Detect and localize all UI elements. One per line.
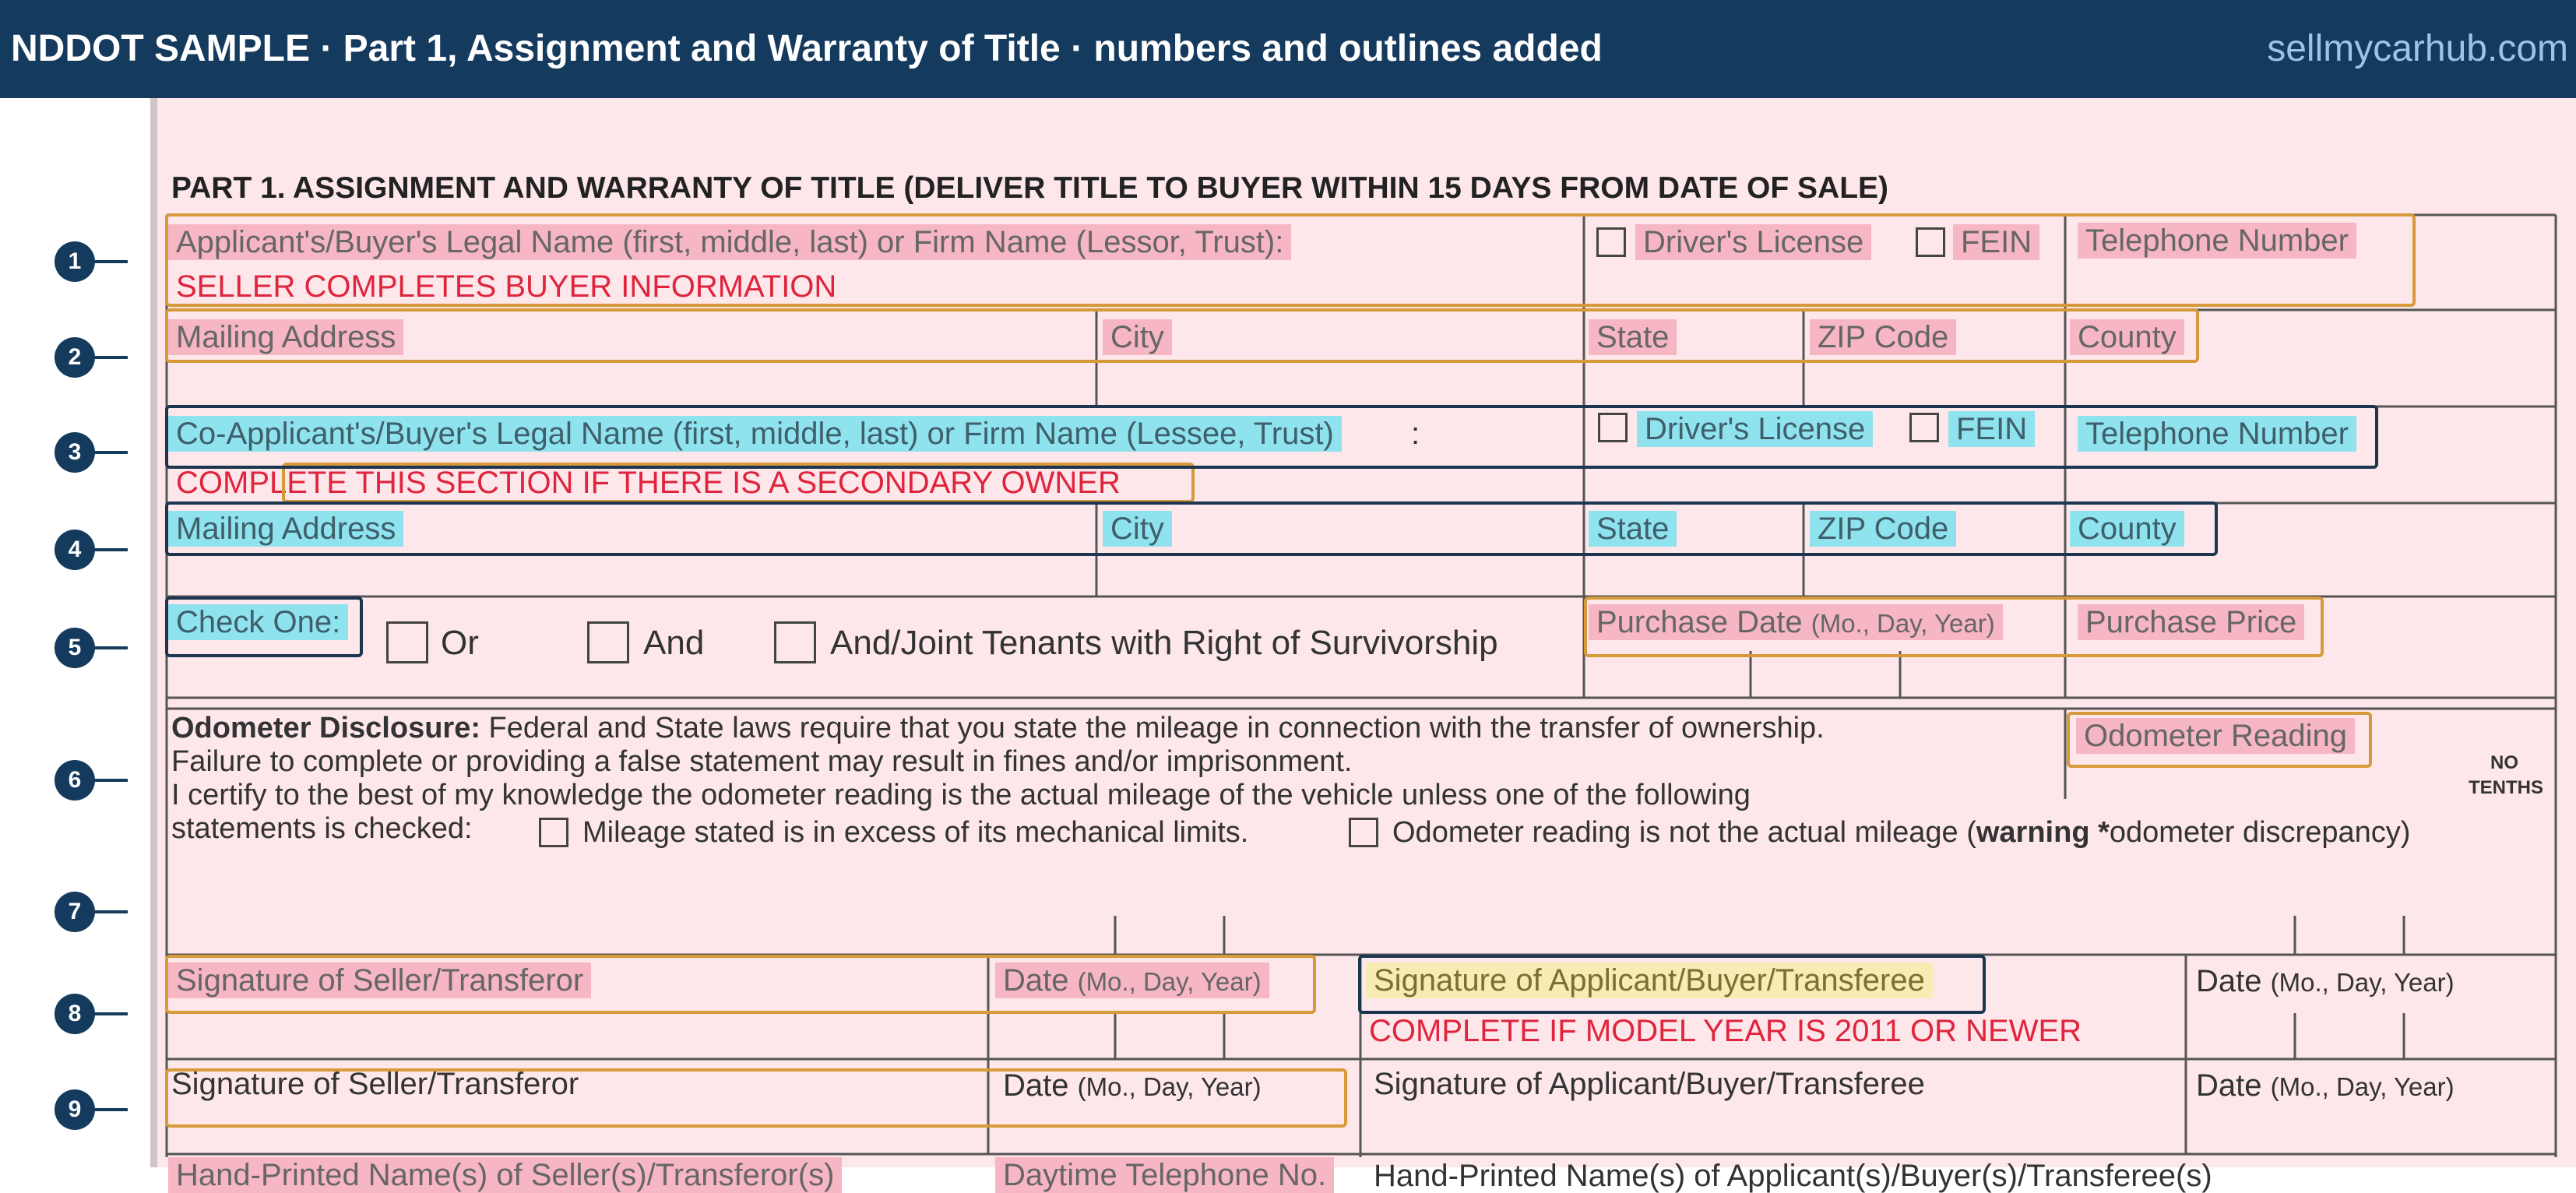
- coapplicant-name-label: Co-Applicant's/Buyer's Legal Name (first, middle, last) or Firm Name (Lessee, Trust): [168, 416, 1342, 452]
- check-one-outline: [165, 596, 363, 657]
- second-seller-date-text: Date: [1003, 1068, 1069, 1103]
- odometer-line-1-text: Federal and State laws require that you state the mileage in connection with the transfer of ownership.: [480, 712, 1825, 744]
- coapplicant-outline: [165, 405, 2378, 469]
- buyer-fein-label: FEIN: [1953, 224, 2039, 260]
- purchase-price-label: Purchase Price: [2078, 604, 2304, 640]
- buyer-signature-label: Signature of Applicant/Buyer/Transferee: [1366, 962, 1933, 998]
- marker-2: 2: [55, 337, 95, 378]
- model-year-note: COMPLETE IF MODEL YEAR IS 2011 OR NEWER: [1369, 1014, 2082, 1048]
- joint-tenants-label: And/Joint Tenants with Right of Survivorship: [830, 624, 1498, 662]
- coapplicant-city-label: City: [1103, 511, 1172, 547]
- banner-title: NDDOT SAMPLE · Part 1, Assignment and Warranty of Title · numbers and outlines added: [11, 28, 1603, 69]
- seller-date-format: (Mo., Day, Year): [1077, 967, 1262, 996]
- printed-seller-name-label: Hand-Printed Name(s) of Seller(s)/Transferor(s): [168, 1157, 842, 1193]
- no-tenths-line-2: TENTHS: [2469, 777, 2543, 798]
- marker-3: 3: [55, 432, 95, 473]
- odometer-line-2: Failure to complete or providing a false statement may result in fines and/or imprisonment.: [171, 745, 1353, 778]
- not-actual-mileage-label: [1392, 818, 2410, 847]
- coapplicant-county-label: County: [2070, 511, 2184, 547]
- warning-text: warning *: [1976, 816, 2110, 849]
- daytime-phone-label: Daytime Telephone No.: [995, 1157, 1334, 1193]
- second-buyer-signature-label: Signature of Applicant/Buyer/Transferee: [1374, 1067, 1925, 1101]
- buyer-address-outline: [165, 308, 2199, 363]
- coapplicant-name-colon: :: [1411, 417, 1420, 451]
- buyer-zip-label: ZIP Code: [1810, 319, 1956, 355]
- seller-completes-note: SELLER COMPLETES BUYER INFORMATION: [176, 269, 837, 304]
- marker-6: 6: [55, 760, 95, 801]
- second-seller-date-format: (Mo., Day, Year): [1077, 1072, 1262, 1101]
- top-banner: [0, 0, 2576, 98]
- coapplicant-dl-label: Driver's License: [1637, 411, 1873, 447]
- not-actual-mileage-checkbox[interactable]: [1349, 818, 1378, 847]
- buyer-dl-label: Driver's License: [1635, 224, 1871, 260]
- marker-8: 8: [55, 994, 95, 1034]
- purchase-date-format: (Mo., Day, Year): [1811, 609, 1995, 638]
- marker-7: 7: [55, 892, 95, 932]
- marker-4: 4: [55, 530, 95, 570]
- secondary-owner-note: COMPLETE THIS SECTION IF THERE IS A SECONDARY OWNER: [176, 466, 1121, 500]
- seller-signature-label: Signature of Seller/Transferor: [168, 962, 591, 998]
- buyer-phone-label: Telephone Number: [2078, 223, 2356, 259]
- odometer-reading-label: Odometer Reading: [2076, 718, 2355, 754]
- second-seller-signature-label: Signature of Seller/Transferor: [171, 1067, 579, 1101]
- discrepancy-text: odometer discrepancy): [2109, 816, 2411, 849]
- coapplicant-address-outline: [165, 501, 2218, 556]
- and-label: And: [643, 624, 705, 662]
- second-buyer-date-text: Date: [2196, 1068, 2262, 1103]
- coapplicant-phone-label: Telephone Number: [2078, 416, 2356, 452]
- buyer-city-label: City: [1103, 319, 1172, 355]
- buyer-name-label: Applicant's/Buyer's Legal Name (first, middle, last) or Firm Name (Lessor, Trust):: [168, 224, 1291, 260]
- seller-date-text: Date: [1003, 963, 1069, 998]
- title-form-sheet: [150, 98, 2576, 1193]
- mileage-excess-label: Mileage stated is in excess of its mechanical limits.: [582, 816, 1249, 849]
- buyer-signature-outline: [1358, 955, 1986, 1014]
- marker-5: 5: [55, 628, 95, 668]
- buyer-mailing-label: Mailing Address: [168, 319, 403, 355]
- coapplicant-mailing-label: Mailing Address: [168, 511, 403, 547]
- odometer-disclosure-lead: Odometer Disclosure:: [171, 712, 480, 744]
- coapplicant-zip-label: ZIP Code: [1810, 511, 1956, 547]
- seller-signature-outline: [165, 955, 1316, 1014]
- printed-name-outline: [165, 1068, 1347, 1128]
- odometer-line-3: I certify to the best of my knowledge the odometer reading is the actual mileage of the vehicle unless one of the following: [171, 779, 1751, 811]
- not-actual-text: Odometer reading is not the actual mileage (: [1392, 816, 1976, 849]
- check-one-label: Check One:: [168, 604, 348, 640]
- or-checkbox[interactable]: [386, 621, 428, 663]
- coapplicant-state-label: State: [1589, 511, 1677, 547]
- buyer-date-text: Date: [2196, 964, 2262, 998]
- buyer-name-outline: [165, 213, 2416, 307]
- no-tenths-line-1: NO: [2490, 752, 2518, 773]
- purchase-date-text: Purchase Date: [1596, 605, 1803, 639]
- mileage-excess-checkbox[interactable]: [539, 818, 568, 847]
- part1-heading: PART 1. ASSIGNMENT AND WARRANTY OF TITLE (DELIVER TITLE TO BUYER WITHIN 15 DAYS FROM DATE OF SALE): [171, 171, 1889, 205]
- odometer-line-4: statements is checked:: [171, 812, 473, 845]
- buyer-sign-date-label: [2196, 966, 2455, 997]
- or-label: Or: [441, 624, 479, 662]
- printed-buyer-name-label: Hand-Printed Name(s) of Applicant(s)/Buyer(s)/Transferee(s): [1374, 1159, 2212, 1193]
- marker-1: 1: [55, 241, 95, 282]
- purchase-outline: [1584, 596, 2324, 657]
- coapplicant-fein-label: FEIN: [1948, 411, 2035, 447]
- odometer-line-1: [171, 713, 1825, 743]
- and-checkbox[interactable]: [587, 621, 629, 663]
- marker-9: 9: [55, 1089, 95, 1130]
- buyer-date-format: (Mo., Day, Year): [2270, 968, 2455, 997]
- joint-tenants-checkbox[interactable]: [774, 621, 816, 663]
- buyer-county-label: County: [2070, 319, 2184, 355]
- second-buyer-date-label: [2196, 1070, 2455, 1101]
- second-buyer-date-format: (Mo., Day, Year): [2270, 1072, 2455, 1101]
- banner-site-link[interactable]: sellmycarhub.com: [2267, 28, 2568, 69]
- odometer-reading-outline: [2067, 712, 2372, 768]
- buyer-state-label: State: [1589, 319, 1677, 355]
